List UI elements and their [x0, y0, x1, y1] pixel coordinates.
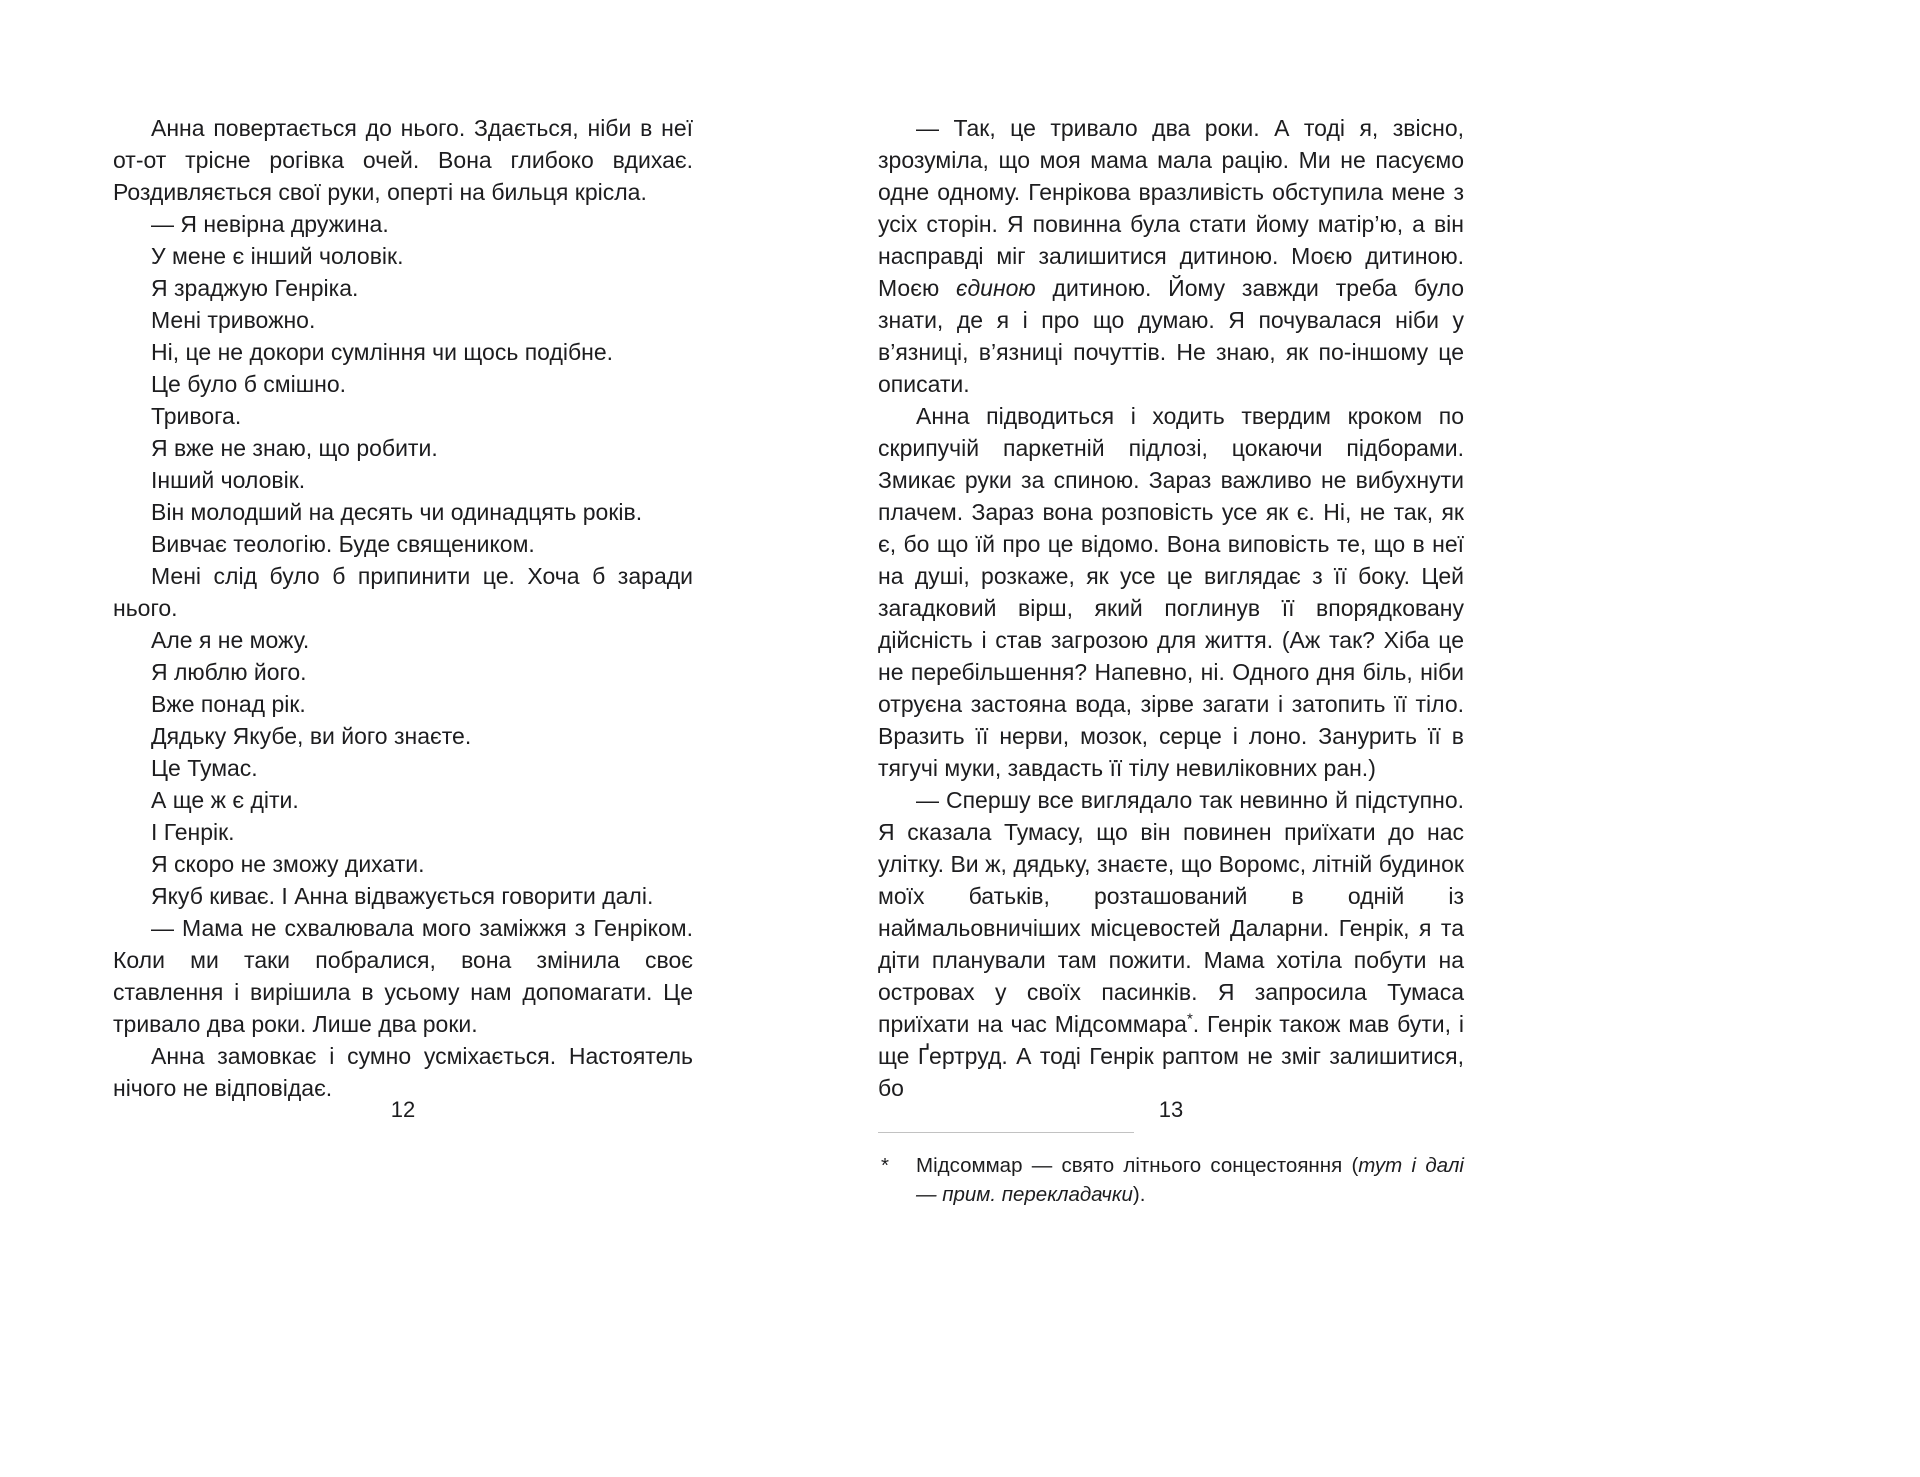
- paragraph: У мене є інший чоловік.: [151, 243, 404, 269]
- paragraph: [878, 400, 1464, 784]
- text-segment: тут і далі — прим. перекладачки: [916, 1154, 1464, 1206]
- paragraph: Дядьку Якубе, ви його знаєте.: [151, 723, 472, 749]
- paragraph: Але я не можу.: [151, 627, 310, 653]
- paragraph: [878, 112, 1464, 400]
- text-segment: . Генрік також мав бути, і ще Ґертруд. А тоді Генрік раптом не зміг залишитися, бо: [878, 1011, 1464, 1101]
- paragraph: Мені слід було б припинити це. Хоча б заради нього.: [113, 563, 693, 621]
- paragraph: — Мама не схвалювала мого заміжжя з Генріком. Коли ми таки побралися, вона змінила своє ставлення і вирішила в усьому нам допомагати. Це тривало два роки. Лише два роки.: [113, 915, 693, 1037]
- paragraph: Я скоро не зможу дихати.: [151, 851, 425, 877]
- paragraph: Я зраджую Генріка.: [151, 275, 359, 301]
- footnote-marker: *: [881, 1154, 889, 1177]
- paragraph: Вже понад рік.: [151, 691, 306, 717]
- paragraph: Вивчає теологію. Буде священиком.: [151, 531, 535, 557]
- text-segment: єдиною: [956, 275, 1036, 301]
- text-segment: — Так, це тривало два роки. А тоді я, звісно, зрозуміла, що моя мама мала рацію. Ми не пасуємо одне одному. Генрікова вразливість обступила мене з усіх сторін. Я повинна була стати йому матір’ю, а він насправді міг залишитися дитиною. Моєю дитиною. Моєю: [878, 115, 1464, 301]
- paragraph: Інший чоловік.: [151, 467, 306, 493]
- text-segment: ).: [1132, 1183, 1146, 1206]
- paragraph: Анна замовкає і сумно усміхається. Настоятель нічого не відповідає.: [113, 1043, 693, 1101]
- paragraph: І Генрік.: [151, 819, 235, 845]
- page-number-right: 13: [1158, 1097, 1184, 1122]
- text-segment: Анна підводиться і ходить твердим кроком по скрипучій паркетній підлозі, цокаючи підборами. Змикає руки за спиною. Зараз важливо не вибухнути плачем. Зараз вона розповість усе як є. Ні, не так, як є, бо що їй про це відомо. Вона виповість те, що в неї на душі, розкаже, як усе це виглядає з її боку. Цей загадковий вірш, який поглинув її впорядковану дійсність і став загрозою для життя. (Аж так? Хіба це не перебільшення? Напевно, ні. Одного дня біль, ніби отруєна застояна вода, зірве загати і затопить її тіло. Вразить її нерви, мозок, серце і лоно. Занурить її в тягучі муки, завдасть її тілу невиліковних ран.): [878, 403, 1464, 781]
- paragraph: А ще ж є діти.: [151, 787, 299, 813]
- book-page-left: [113, 112, 693, 1104]
- text-segment: *: [1186, 1010, 1193, 1028]
- paragraph: Анна повертається до нього. Здається, ніби в неї от-от трісне рогівка очей. Вона глибоко вдихає. Роздивляється свої руки, оперті на бильця крісла.: [113, 115, 693, 205]
- paragraph: — Я невірна дружина.: [151, 211, 389, 237]
- paragraph: Він молодший на десять чи одинадцять років.: [151, 499, 643, 525]
- paragraph: Ні, це не докори сумління чи щось подібне.: [151, 339, 614, 365]
- paragraph: Це Тумас.: [151, 755, 258, 781]
- footnote-text: [916, 1154, 1464, 1206]
- footnote-divider: [878, 1132, 1134, 1133]
- text-segment: Мідсоммар — свято літнього сонцестояння (: [916, 1154, 1359, 1177]
- text-segment: дитиною. Йому завжди треба було знати, де я і про що думаю. Я почувалася ніби у в’язниці, в’язниці почуттів. Не знаю, як по-іншому це описати.: [878, 275, 1464, 397]
- paragraph: Тривога.: [151, 403, 242, 429]
- paragraph: Це було б смішно.: [151, 371, 347, 397]
- text-segment: — Спершу все виглядало так невинно й підступно. Я сказала Тумасу, що він повинен приїхати до нас улітку. Ви ж, дядьку, знаєте, що Воромс, літній будинок моїх батьків, розташований в одній із наймальовничіших місцевостей Даларни. Генрік, я та діти планували там пожити. Мама хотіла побути на островах у своїх пасинків. Я запросила Тумаса приїхати на час Мідсоммара: [878, 787, 1464, 1037]
- book-page-right: [878, 112, 1464, 1209]
- paragraph: Я люблю його.: [151, 659, 307, 685]
- page-number-left: 12: [390, 1097, 416, 1122]
- paragraph: Я вже не знаю, що робити.: [151, 435, 438, 461]
- paragraph: Якуб киває. І Анна відважується говорити далі.: [151, 883, 654, 909]
- right-page-paragraphs: [878, 112, 1464, 1104]
- paragraph: [878, 784, 1464, 1104]
- paragraph: Мені тривожно.: [151, 307, 316, 333]
- footnote: [878, 1151, 1464, 1209]
